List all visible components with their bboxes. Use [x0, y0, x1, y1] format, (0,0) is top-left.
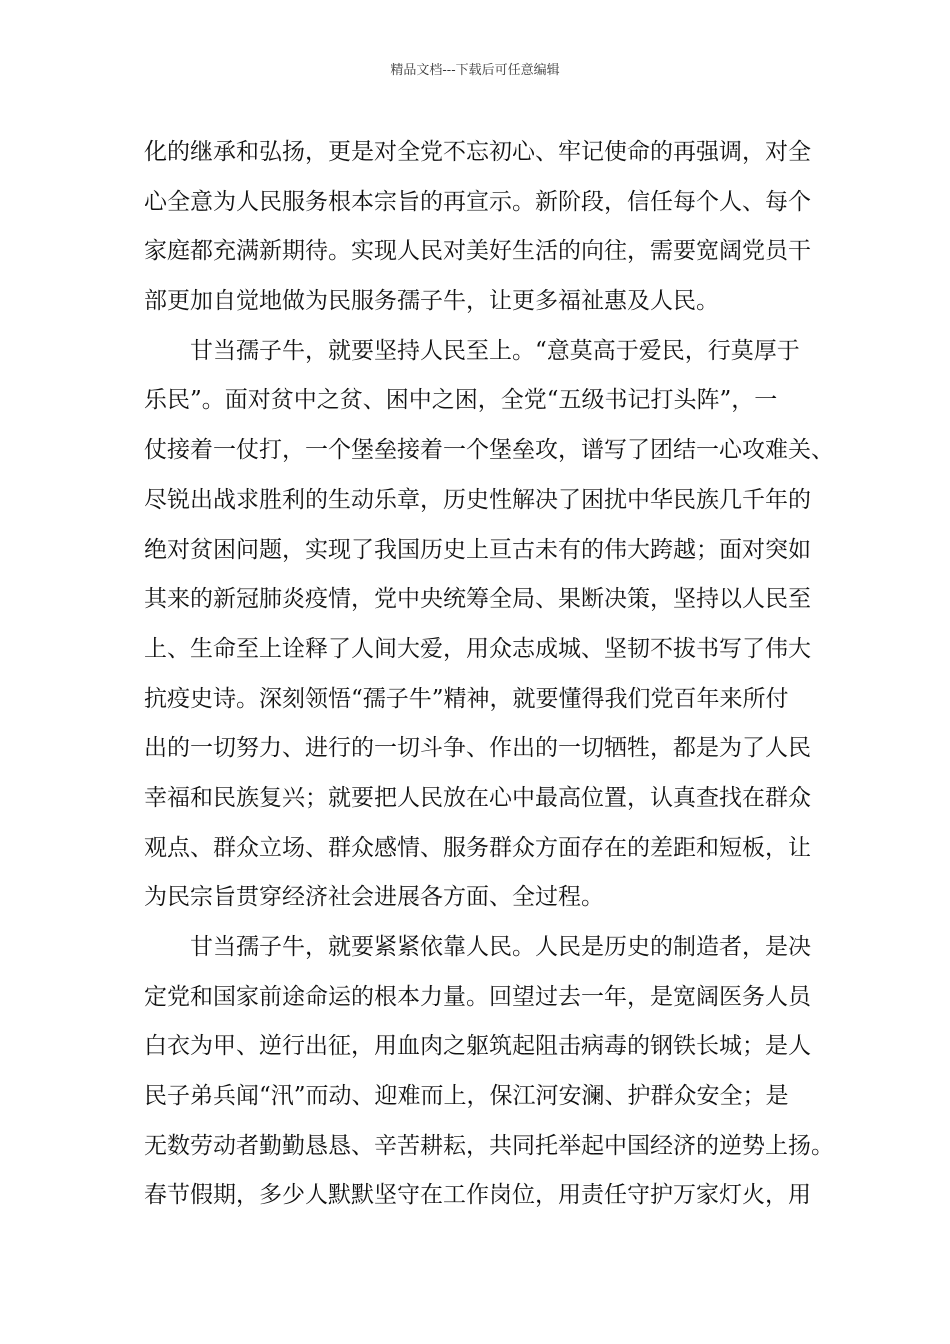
text-line: 绝对贫困问题，实现了我国历史上亘古未有的伟大跨越；面对突如: [144, 536, 811, 563]
text-line: 心全意为人民服务根本宗旨的再宣示。新阶段，信任每个人、每个: [144, 188, 811, 215]
text-line: 仗接着一仗打，一个堡垒接着一个堡垒攻，谱写了团结一心攻难关、: [144, 437, 834, 464]
text-line: 无数劳动者勤勤恳恳、辛苦耕耘，共同托举起中国经济的逆势上扬。: [144, 1132, 834, 1159]
text-line: 部更加自觉地做为民服务孺子牛，让更多福祉惠及人民。: [144, 288, 719, 315]
text-line: 甘当孺子牛，就要紧紧依靠人民。人民是历史的制造者，是决: [144, 934, 811, 960]
text-line: 观点、群众立场、群众感情、服务群众方面存在的差距和短板，让: [144, 834, 811, 861]
text-line: 甘当孺子牛，就要坚持人民至上。“意莫高于爱民，行莫厚于: [144, 337, 800, 364]
text-line: 出的一切努力、进行的一切斗争、作出的一切牺牲，都是为了人民: [144, 735, 811, 762]
document-body: [144, 128, 834, 1221]
page-header: 精品文档---下载后可任意编辑: [390, 63, 560, 78]
text-line: 民子弟兵闻“汛”而动、迎难而上，保江河安澜、护群众安全；是: [144, 1083, 789, 1110]
text-line: 其来的新冠肺炎疫情，党中央统筹全局、果断决策，坚持以人民至: [144, 586, 811, 613]
text-line: 家庭都充满新期待。实现人民对美好生活的向往，需要宽阔党员干: [144, 238, 811, 265]
text-line: 春节假期，多少人默默坚守在工作岗位，用责任守护万家灯火，用: [144, 1182, 811, 1209]
text-line: 白衣为甲、逆行出征，用血肉之躯筑起阻击病毒的钢铁长城；是人: [144, 1033, 811, 1060]
text-line: 幸福和民族复兴；就要把人民放在心中最高位置，认真查找在群众: [144, 784, 811, 811]
text-line: 尽锐出战求胜利的生动乐章，历史性解决了困扰中华民族几千年的: [144, 486, 811, 513]
text-line: 抗疫史诗。深刻领悟“孺子牛”精神，就要懂得我们党百年来所付: [144, 685, 789, 712]
text-line: 乐民”。面对贫中之贫、困中之困，全党“五级书记打头阵”，一: [144, 387, 778, 414]
text-line: 上、生命至上诠释了人间大爱，用众志成城、坚韧不拔书写了伟大: [144, 635, 811, 662]
text-line: 定党和国家前途命运的根本力量。回望过去一年，是宽阔医务人员: [144, 983, 811, 1010]
text-line: 为民宗旨贯穿经济社会进展各方面、全过程。: [144, 884, 604, 911]
text-line: 化的继承和弘扬，更是对全党不忘初心、牢记使命的再强调，对全: [144, 139, 811, 165]
